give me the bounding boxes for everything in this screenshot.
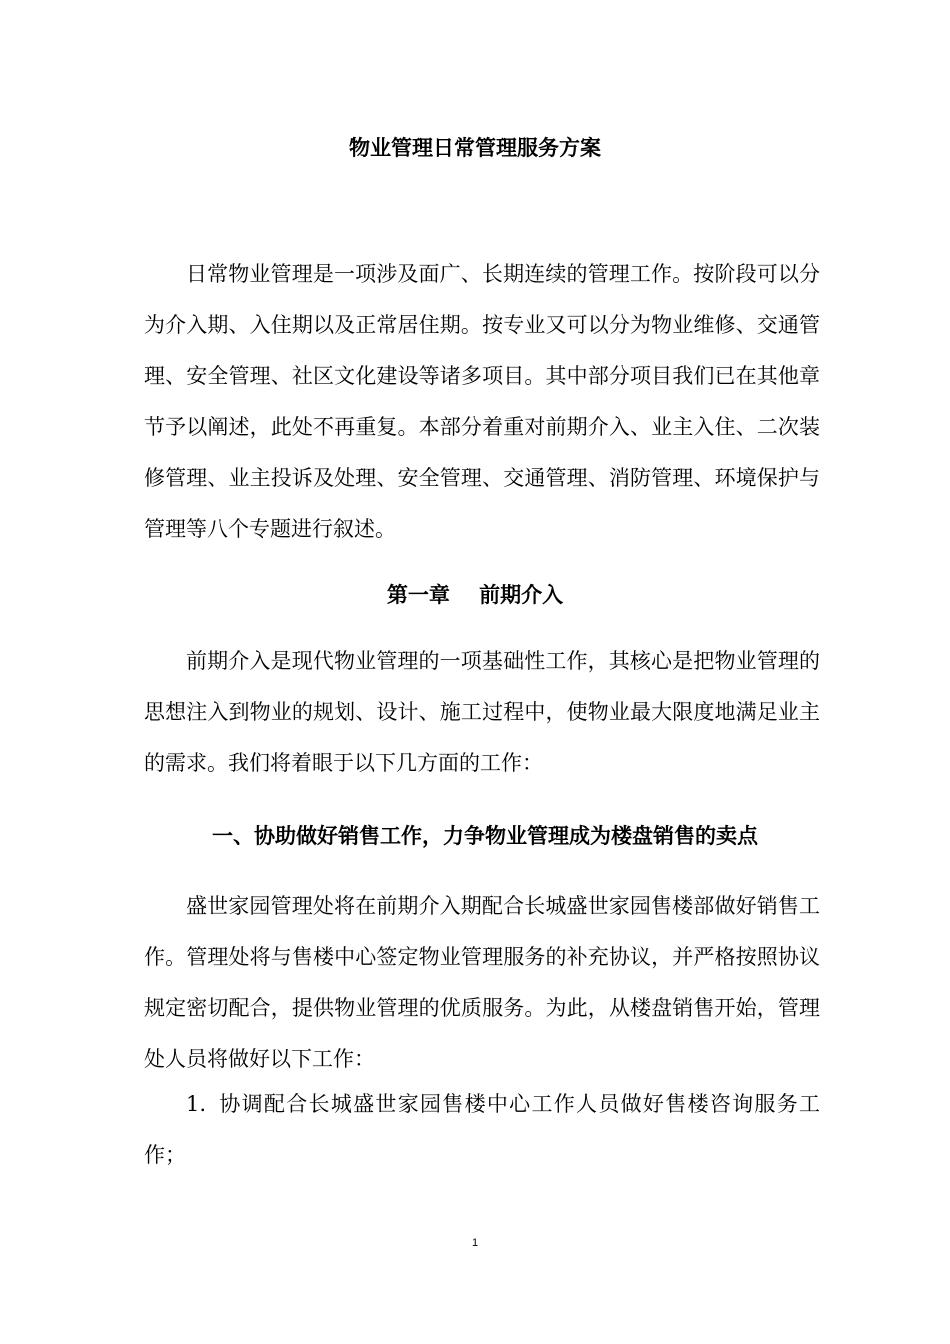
document-title: 物业管理日常管理服务方案 xyxy=(349,135,601,160)
page-number: 1 xyxy=(471,1237,479,1249)
intro-paragraph: 日常物业管理是一项涉及面广、长期连续的管理工作。按阶段可以分为介入期、入住期以及正常居住期。按专业又可以分为物业维修、交通管理、安全管理、社区文化建设等诸多项目。其中部分项目我们已在其他章节予以阐述，此处不再重复。本部分着重对前期介入、业主入住、二次装修管理、业主投诉及处理、安全管理、交通管理、消防管理、环境保护与管理等八个专题进行叙述。 xyxy=(144,262,820,541)
chapter-paragraph: 前期介入是现代物业管理的一项基础性工作，其核心是把物业管理的思想注入到物业的规划、设计、施工过程中，使物业最大限度地满足业主的需求。我们将着眼于以下几方面的工作： xyxy=(144,649,820,775)
list-item-number: 1. xyxy=(186,1092,207,1116)
list-item xyxy=(144,1079,820,1181)
section-heading: 一、协助做好销售工作，力争物业管理成为楼盘销售的卖点 xyxy=(212,823,758,848)
chapter-heading: 第一章 前期介入 xyxy=(386,582,564,607)
list-item-text: 协调配合长城盛世家园售楼中心工作人员做好售楼咨询服务工作； xyxy=(144,1092,820,1167)
section-paragraph: 盛世家园管理处将在前期介入期配合长城盛世家园售楼部做好销售工作。管理处将与售楼中心签定物业管理服务的补充协议，并严格按照协议规定密切配合，提供物业管理的优质服务。为此，从楼盘销售开始，管理处人员将做好以下工作： xyxy=(144,894,820,1071)
